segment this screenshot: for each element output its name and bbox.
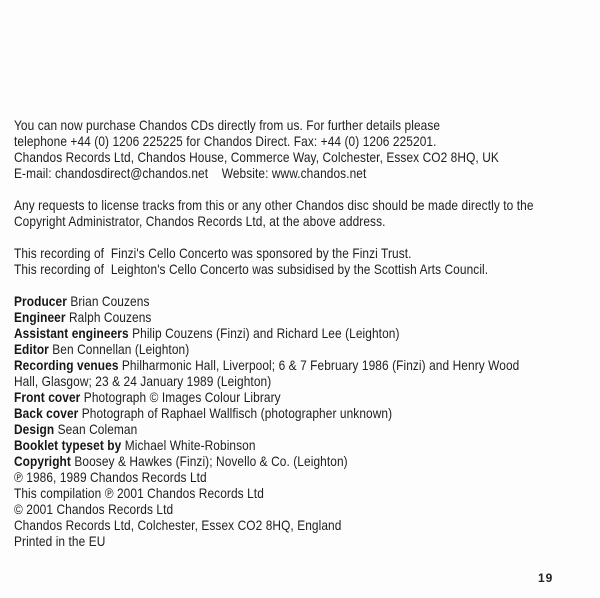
- text-line: This recording of Finzi's Cello Concerto was sponsored by the Finzi Trust.: [14, 245, 412, 261]
- credit-label: Copyright: [14, 453, 71, 469]
- credit-text: Ben Connellan (Leighton): [48, 341, 190, 357]
- text-line: E-mail: chandosdirect@chandos.net Website: www.chandos.net: [14, 165, 367, 181]
- credit-text: Photograph of Raphael Wallfisch (photographer unknown): [78, 405, 393, 421]
- text-line: This recording of Leighton's Cello Concerto was subsidised by the Scottish Arts Council.: [14, 261, 489, 277]
- credit-line: [14, 309, 600, 325]
- credit-label: Design: [14, 421, 55, 437]
- credit-text: Photograph © Images Colour Library: [80, 389, 281, 405]
- credit-text: Printed in the EU: [14, 533, 106, 549]
- credit-text: Michael White-Robinson: [121, 437, 256, 453]
- text-line: Chandos Records Ltd, Chandos House, Commerce Way, Colchester, Essex CO2 8HQ, UK: [14, 149, 499, 165]
- credit-line: [14, 325, 600, 341]
- credit-line: [14, 389, 600, 405]
- credit-line: [14, 469, 600, 485]
- credit-label: Editor: [14, 341, 49, 357]
- credit-label: Recording venues: [14, 357, 119, 373]
- credit-line: [14, 405, 600, 421]
- credit-label: Producer: [14, 293, 67, 309]
- text-line: Any requests to license tracks from this or any other Chandos disc should be made directly to the: [14, 197, 534, 213]
- contact-info-paragraph: [14, 117, 600, 181]
- credit-label: Engineer: [14, 309, 66, 325]
- credit-text: Philharmonic Hall, Liverpool; 6 & 7 February 1986 (Finzi) and Henry Wood: [118, 357, 520, 373]
- sponsorship-paragraph: [14, 245, 600, 277]
- credit-label: Booklet typeset by: [14, 437, 122, 453]
- credit-line: [14, 373, 600, 389]
- text-line: Copyright Administrator, Chandos Records Ltd, at the above address.: [14, 213, 386, 229]
- credits-block: [14, 293, 600, 549]
- credit-label: Back cover: [14, 405, 79, 421]
- credit-line: [14, 485, 600, 501]
- credit-text: Boosey & Hawkes (Finzi); Novello & Co. (Leighton): [70, 453, 348, 469]
- credit-label: Front cover: [14, 389, 81, 405]
- credit-text: Hall, Glasgow; 23 & 24 January 1989 (Leighton): [14, 373, 272, 389]
- page-number: 19: [538, 571, 554, 585]
- credit-text: Chandos Records Ltd, Colchester, Essex CO2 8HQ, England: [14, 517, 342, 533]
- credit-text: ℗ 1986, 1989 Chandos Records Ltd: [14, 469, 207, 485]
- credit-line: [14, 517, 600, 533]
- credit-text: Brian Couzens: [66, 293, 150, 309]
- credit-line: [14, 453, 600, 469]
- credit-label: Assistant engineers: [14, 325, 129, 341]
- credit-line: [14, 341, 600, 357]
- text-line: You can now purchase Chandos CDs directly from us. For further details please: [14, 117, 441, 133]
- credit-line: [14, 437, 600, 453]
- credit-text: Sean Coleman: [54, 421, 138, 437]
- credit-line: [14, 533, 600, 549]
- credit-text: This compilation ℗ 2001 Chandos Records Ltd: [14, 485, 264, 501]
- credit-line: [14, 421, 600, 437]
- credit-line: [14, 293, 600, 309]
- credit-text: © 2001 Chandos Records Ltd: [14, 501, 174, 517]
- credit-line: [14, 357, 600, 373]
- credit-line: [14, 501, 600, 517]
- credit-text: Philip Couzens (Finzi) and Richard Lee (Leighton): [128, 325, 400, 341]
- credit-text: Ralph Couzens: [65, 309, 152, 325]
- text-line: telephone +44 (0) 1206 225225 for Chandos Direct. Fax: +44 (0) 1206 225201.: [14, 133, 437, 149]
- page-text: [14, 117, 600, 549]
- licensing-paragraph: [14, 197, 600, 229]
